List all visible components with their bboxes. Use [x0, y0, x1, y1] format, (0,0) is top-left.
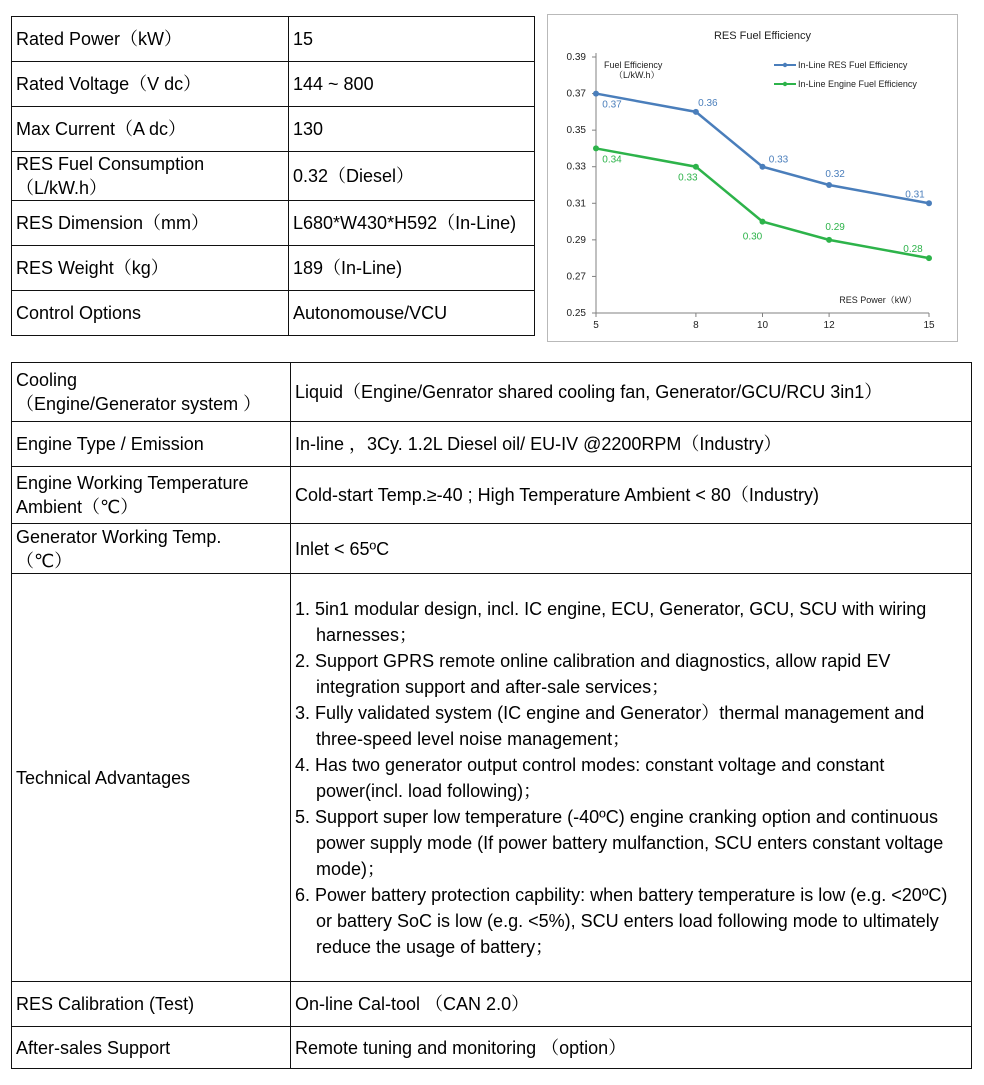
- series-1-point-1: [693, 164, 699, 170]
- series-line-0: [596, 94, 929, 204]
- advantage-item-4: 4. Has two generator output control modes: constant voltage and constant power(incl. load following)；: [295, 754, 885, 801]
- y-tick-label: 0.37: [566, 88, 586, 100]
- spec-value: On-line Cal-tool （CAN 2.0）: [291, 982, 972, 1027]
- bottom-spec-table: [11, 362, 972, 1069]
- spec-label: RES Calibration (Test): [12, 982, 291, 1027]
- spec-label: After-sales Support: [12, 1027, 291, 1069]
- advantage-item-2: 2. Support GPRS remote online calibration and diagnostics, allow rapid EV integration support and after-sale services；: [295, 650, 891, 697]
- advantage-item-3: 3. Fully validated system (IC engine and Generator）thermal management and three-speed level noise management；: [295, 702, 925, 749]
- chart-title: RES Fuel Efficiency: [713, 30, 812, 42]
- series-1-point-0: [593, 145, 599, 151]
- spec-value: 189（In-Line): [289, 246, 535, 291]
- series-1-point-3: [826, 237, 832, 243]
- series-1-data-label-0: 0.34: [602, 154, 622, 166]
- x-tick-label: 5: [593, 320, 599, 331]
- series-1-point-2: [760, 219, 766, 225]
- y-axis-unit: （L/kW.h）: [614, 70, 660, 80]
- y-tick-label: 0.29: [566, 234, 586, 246]
- spec-label: Rated Power（kW）: [12, 17, 289, 62]
- spec-value: 130: [289, 107, 535, 152]
- chart-svg: [548, 15, 957, 341]
- x-tick-label: 12: [823, 320, 835, 331]
- top-spec-row-2: [12, 107, 535, 152]
- y-tick-label: 0.39: [566, 52, 586, 63]
- series-0-data-label-2: 0.33: [768, 154, 789, 166]
- series-1-data-label-2: 0.30: [742, 231, 763, 243]
- spec-label: Engine Type / Emission: [12, 422, 291, 467]
- top-spec-row-3: [12, 152, 535, 201]
- legend-marker-0: [783, 63, 787, 67]
- top-spec-row-0: [12, 17, 535, 62]
- series-0-point-4: [926, 200, 932, 206]
- series-1-point-4: [926, 255, 932, 261]
- series-1-data-label-4: 0.28: [903, 244, 923, 256]
- x-tick-label: 8: [693, 320, 699, 331]
- y-axis-label: Fuel Efficiency: [604, 60, 663, 70]
- spec-label: Rated Voltage（V dc）: [12, 62, 289, 107]
- bottom-spec-row-3: [12, 524, 972, 574]
- spec-label: RES Fuel Consumption （L/kW.h）: [12, 152, 289, 201]
- technical-advantages-list: [291, 574, 972, 982]
- series-0-point-2: [760, 164, 766, 170]
- spec-value: 15: [289, 17, 535, 62]
- fuel-efficiency-chart: [547, 14, 958, 342]
- x-tick-label: 10: [756, 320, 769, 331]
- top-spec-row-4: [12, 201, 535, 246]
- bottom-spec-row-0: [12, 363, 972, 422]
- technical-advantages-label: Technical Advantages: [12, 574, 291, 982]
- spec-value: Cold-start Temp.≥-40 ; High Temperature Ambient < 80（Industry): [291, 467, 972, 524]
- top-spec-row-5: [12, 246, 535, 291]
- y-tick-label: 0.27: [566, 271, 586, 283]
- spec-value: 144 ~ 800: [289, 62, 535, 107]
- legend-label-0: In-Line RES Fuel Efficiency: [798, 60, 908, 70]
- legend-marker-1: [783, 82, 787, 86]
- y-tick-label: 0.35: [566, 125, 586, 137]
- spec-label: RES Weight（kg）: [12, 246, 289, 291]
- spec-label: Cooling （Engine/Generator system ）: [12, 363, 291, 422]
- spec-label: RES Dimension（mm）: [12, 201, 289, 246]
- bottom-spec-row-2: [12, 467, 972, 524]
- series-1-data-label-1: 0.33: [678, 172, 698, 184]
- x-axis-label: RES Power（kW）: [839, 295, 917, 305]
- y-tick-label: 0.25: [566, 308, 586, 319]
- series-0-data-label-1: 0.36: [698, 97, 718, 109]
- technical-advantages-row: [12, 574, 972, 982]
- y-tick-label: 0.31: [566, 198, 586, 210]
- series-0-data-label-3: 0.32: [825, 169, 845, 180]
- spec-value: In-line ，3Cy. 1.2L Diesel oil/ EU-IV @2200RPM（Industry）: [291, 422, 972, 467]
- spec-value: 0.32（Diesel）: [289, 152, 535, 201]
- legend-label-1: In-Line Engine Fuel Efficiency: [798, 79, 917, 89]
- tail-spec-row-1: [12, 1027, 972, 1069]
- spec-value: Autonomouse/VCU: [289, 291, 535, 336]
- x-tick-label: 15: [923, 320, 935, 331]
- bottom-spec-row-1: [12, 422, 972, 467]
- spec-label: Control Options: [12, 291, 289, 336]
- series-0-data-label-4: 0.31: [905, 189, 925, 201]
- spec-value: Inlet < 65ºC: [291, 524, 972, 574]
- tail-spec-row-0: [12, 982, 972, 1027]
- spec-value: L680*W430*H592（In-Line): [289, 201, 535, 246]
- spec-label: Max Current（A dc）: [12, 107, 289, 152]
- spec-label: Generator Working Temp. （℃）: [12, 524, 291, 574]
- top-spec-table: [11, 16, 535, 336]
- series-1-data-label-3: 0.29: [825, 221, 845, 233]
- spec-label: Engine Working Temperature Ambient（℃）: [12, 467, 291, 524]
- series-0-point-1: [693, 109, 699, 115]
- advantage-item-1: 1. 5in1 modular design, incl. IC engine, ECU, Generator, GCU, SCU with wiring harnesses；: [295, 598, 927, 645]
- top-spec-row-1: [12, 62, 535, 107]
- spec-value: Liquid（Engine/Genrator shared cooling fan, Generator/GCU/RCU 3in1）: [291, 363, 972, 422]
- advantage-item-6: 6. Power battery protection capbility: when battery temperature is low (e.g. <20ºC) or battery SoC is low (e.g. <5%), SCU enters load following mode to ultimately reduce the usage of battery；: [295, 884, 948, 957]
- spec-value: Remote tuning and monitoring （option）: [291, 1027, 972, 1069]
- series-0-point-0: [593, 91, 599, 97]
- advantage-item-5: 5. Support super low temperature (-40ºC) engine cranking option and continuous power supply mode (If power battery mulfanction, SCU enters constant voltage mode)；: [295, 806, 944, 879]
- y-tick-label: 0.33: [566, 161, 586, 173]
- series-0-data-label-0: 0.37: [602, 99, 622, 111]
- series-0-point-3: [826, 182, 832, 188]
- top-spec-row-6: [12, 291, 535, 336]
